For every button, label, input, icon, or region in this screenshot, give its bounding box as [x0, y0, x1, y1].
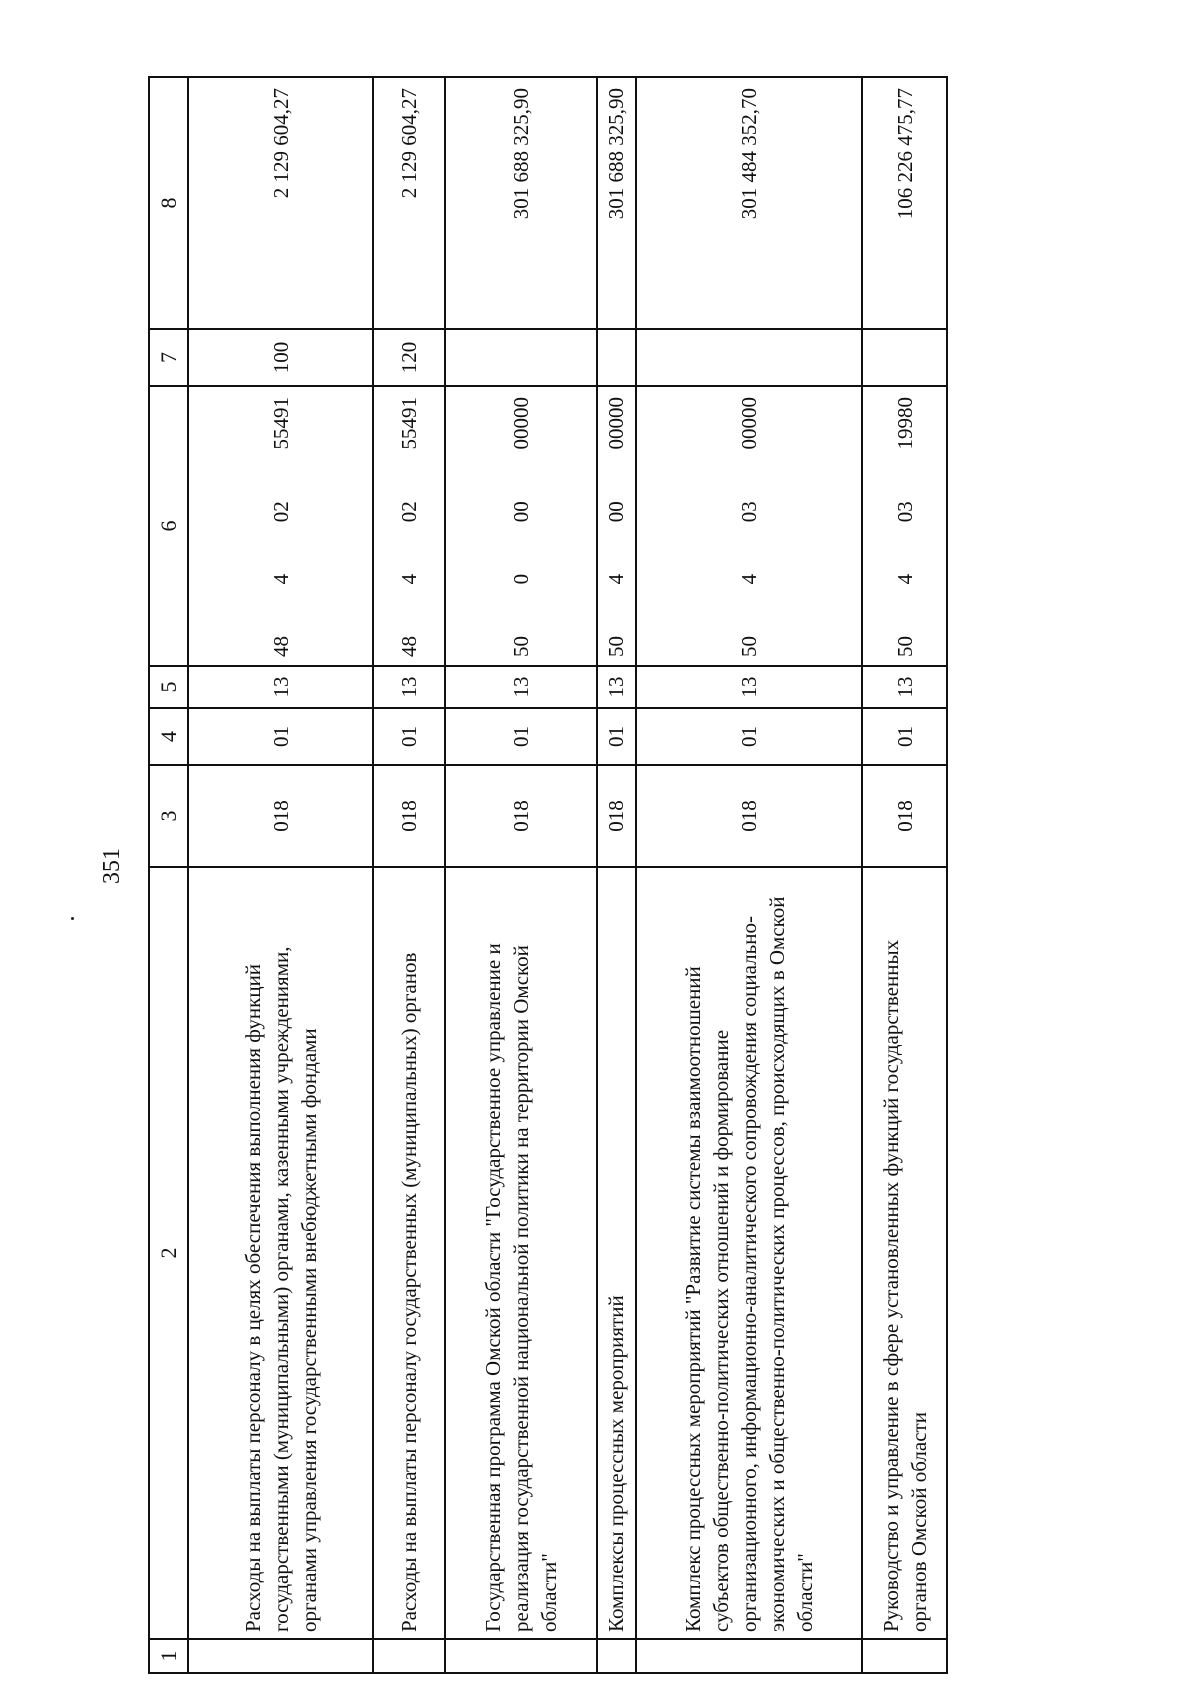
header-col-3: 3: [149, 765, 188, 867]
ministry-code: 018: [373, 765, 445, 867]
amount: 301 484 352,70: [636, 77, 862, 329]
row-name: Комплексы процессных мероприятий: [597, 867, 636, 1639]
row-number-cell: [445, 1639, 597, 1673]
code-part: 03: [892, 501, 917, 523]
code-part: 50: [737, 636, 762, 657]
target-article-code: [373, 386, 445, 666]
row-number-cell: [188, 1639, 373, 1673]
code-part: 4: [737, 573, 762, 585]
table-row: [597, 77, 636, 1673]
target-article-code: [597, 386, 636, 666]
header-col-7: 7: [149, 329, 188, 386]
code-part: 00000: [604, 397, 629, 450]
code-part: 00: [508, 501, 533, 523]
expense-type-code: [636, 329, 862, 386]
code-part: 02: [396, 501, 421, 523]
row-name: Расходы на выплаты персоналу в целях обеспечения выполнения функций государственными (муниципальными) органами, казенными учреждениями, органами управления государственными внебюджетными фондами: [188, 867, 373, 1639]
code-part: 50: [604, 636, 629, 657]
code-part: 48: [268, 636, 293, 657]
row-number-cell: [373, 1639, 445, 1673]
subsection-code: 13: [188, 666, 373, 708]
table-row: [445, 77, 597, 1673]
header-col-8: 8: [149, 77, 188, 329]
subsection-code: 13: [597, 666, 636, 708]
row-name: Государственная программа Омской области "Государственное управление и реализация государственной национальной политики на территории Омской области": [445, 867, 597, 1639]
code-part: 0: [508, 573, 533, 585]
amount: 106 226 475,77: [862, 77, 947, 329]
code-part: 02: [268, 501, 293, 523]
code-part: 4: [268, 573, 293, 585]
row-name: Комплекс процессных мероприятий "Развитие системы взаимоотношений субъектов общественно-политических отношений и формирование организационного, информационно-аналитического сопровождения социально-экономических и общественно-политических процессов, происходящих в Омской области": [636, 867, 862, 1639]
row-number-cell: [597, 1639, 636, 1673]
section-code: 01: [597, 708, 636, 765]
section-code: 01: [636, 708, 862, 765]
ministry-code: 018: [445, 765, 597, 867]
row-name: Расходы на выплаты персоналу государственных (муниципальных) органов: [373, 867, 445, 1639]
ministry-code: 018: [597, 765, 636, 867]
header-col-4: 4: [149, 708, 188, 765]
section-code: 01: [188, 708, 373, 765]
table-row: [862, 77, 947, 1673]
header-col-5: 5: [149, 666, 188, 708]
row-number-cell: [636, 1639, 862, 1673]
code-part: 55491: [396, 397, 421, 450]
expense-type-code: 120: [373, 329, 445, 386]
code-part: 00000: [508, 397, 533, 450]
code-part: 4: [604, 573, 629, 585]
code-part: 48: [396, 636, 421, 657]
header-col-6: 6: [149, 386, 188, 666]
table-row: [636, 77, 862, 1673]
ministry-code: 018: [188, 765, 373, 867]
code-part: 55491: [268, 397, 293, 450]
amount: 301 688 325,90: [445, 77, 597, 329]
code-part: 00: [604, 501, 629, 523]
code-part: 03: [737, 501, 762, 523]
subsection-code: 13: [862, 666, 947, 708]
subsection-code: 13: [636, 666, 862, 708]
header-col-2: 2: [149, 867, 188, 1639]
expense-type-code: [862, 329, 947, 386]
target-article-code: [636, 386, 862, 666]
expense-type-code: [445, 329, 597, 386]
section-code: 01: [862, 708, 947, 765]
code-part: 19980: [892, 397, 917, 450]
row-number-cell: [862, 1639, 947, 1673]
section-code: 01: [445, 708, 597, 765]
budget-table: [148, 76, 948, 1674]
expense-type-code: 100: [188, 329, 373, 386]
row-name: Руководство и управление в сфере установленных функций государственных органов Омской области: [862, 867, 947, 1639]
code-part: 50: [892, 636, 917, 657]
subsection-code: 13: [373, 666, 445, 708]
code-part: 4: [396, 573, 421, 585]
ministry-code: 018: [862, 765, 947, 867]
code-part: 50: [508, 636, 533, 657]
table-row: [373, 77, 445, 1673]
code-part: 4: [892, 573, 917, 585]
table-row: [188, 77, 373, 1673]
target-article-code: [862, 386, 947, 666]
code-part: 00000: [737, 397, 762, 450]
ministry-code: 018: [636, 765, 862, 867]
expense-type-code: [597, 329, 636, 386]
scan-speck: [71, 917, 74, 920]
page-number: 351: [99, 848, 125, 884]
amount: 301 688 325,90: [597, 77, 636, 329]
amount: 2 129 604,27: [188, 77, 373, 329]
section-code: 01: [373, 708, 445, 765]
subsection-code: 13: [445, 666, 597, 708]
target-article-code: [188, 386, 373, 666]
header-row: [149, 77, 188, 1673]
header-col-1: 1: [149, 1639, 188, 1673]
rotated-table-container: [148, 88, 948, 1674]
amount: 2 129 604,27: [373, 77, 445, 329]
target-article-code: [445, 386, 597, 666]
